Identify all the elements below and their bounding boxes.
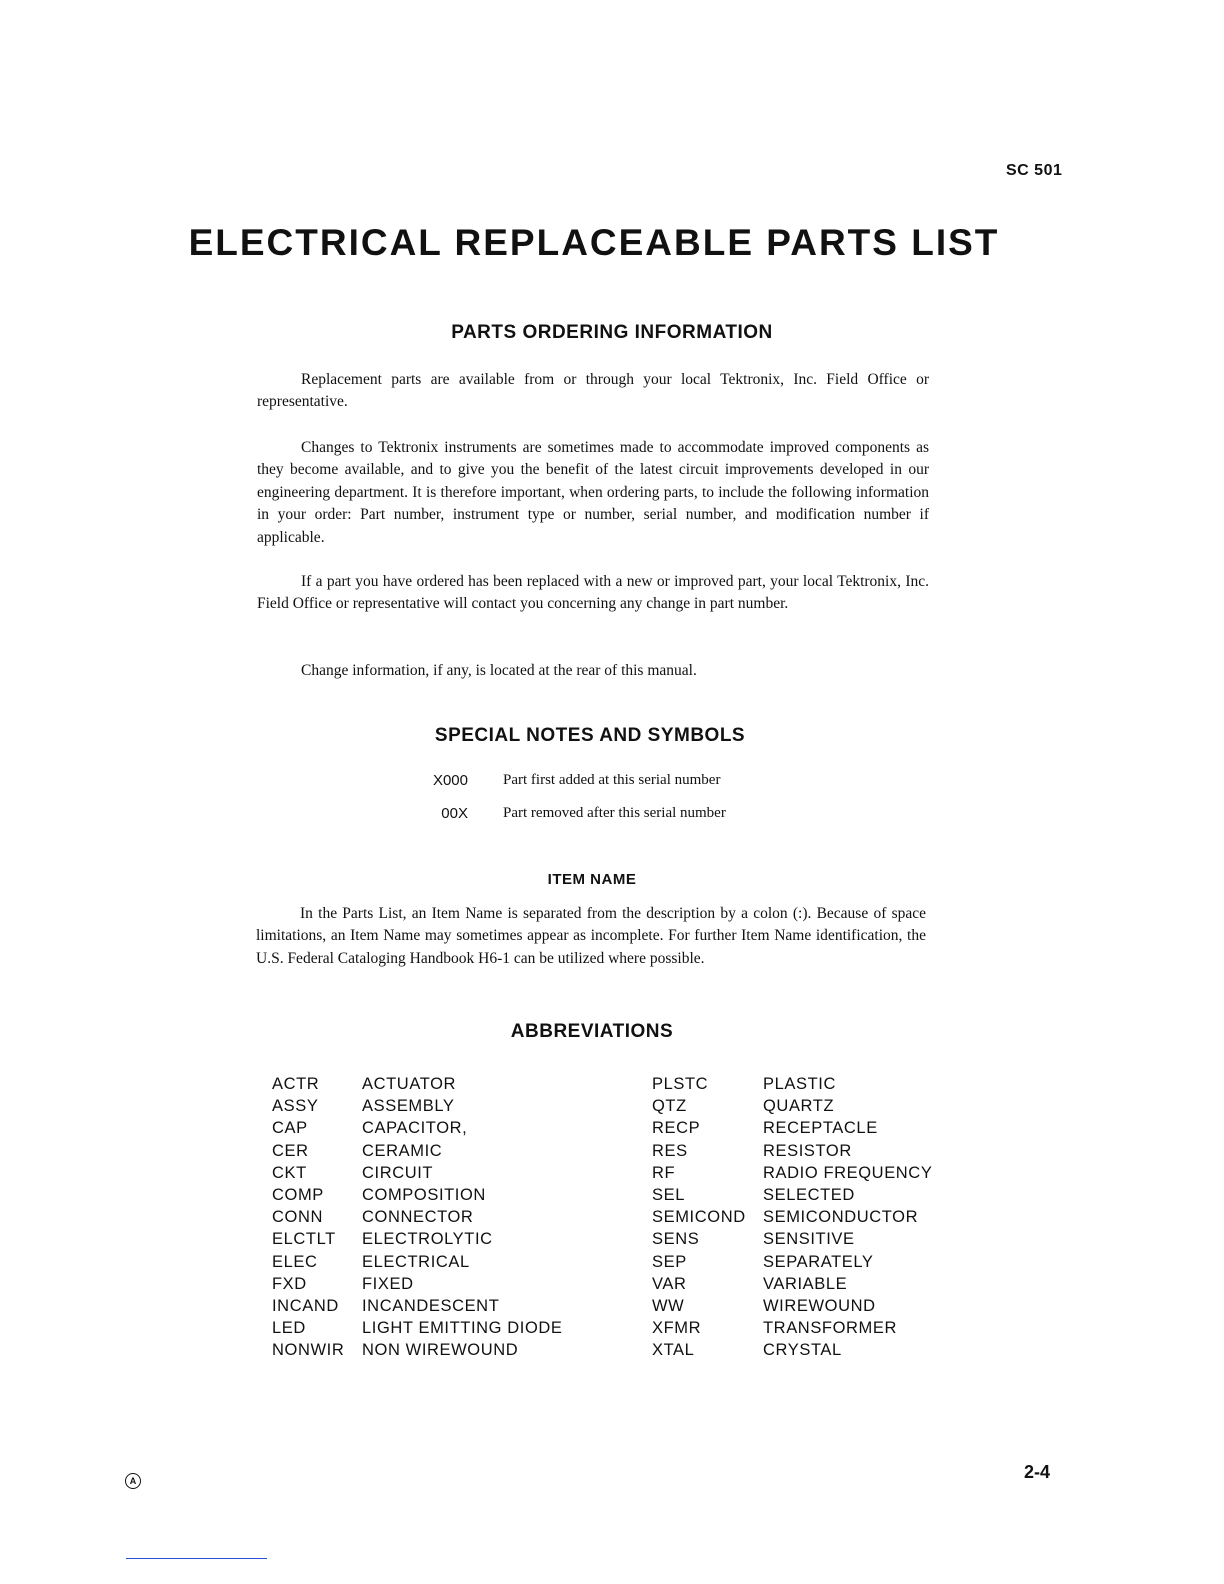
abbreviation: SEP [652,1252,687,1271]
symbol-row [0,772,1224,796]
abbreviation-meaning: RESISTOR [763,1141,852,1160]
abbreviation: CKT [272,1163,307,1182]
revision-mark-icon: A [125,1473,141,1489]
ordering-paragraph-3: If a part you have ordered has been replaced with a new or improved part, your local Tektronix, Inc. Field Office or representative will contact you concerning any change in part number. [257,573,929,613]
abbreviation: LED [272,1319,306,1338]
abbreviation: INCAND [272,1297,339,1315]
abbreviation: PLSTC [652,1075,709,1093]
abbreviation-meaning: LIGHT EMITTING DIODE [362,1319,563,1338]
abbreviation-meaning: COMPOSITION [362,1186,486,1204]
abbreviation-meaning: ELECTROLYTIC [362,1230,493,1249]
abbreviation: CER [272,1141,309,1160]
abbreviation-meaning: INCANDESCENT [362,1297,500,1315]
abbreviation-meaning: ASSEMBLY [362,1097,455,1116]
abbreviations-right-column [652,1075,952,1375]
abbreviation: ELCTLT [272,1230,336,1249]
abbreviation-meaning: VARIABLE [763,1274,848,1293]
abbreviation-meaning: TRANSFORMER [763,1319,898,1338]
abbreviation-meaning: CERAMIC [362,1141,443,1160]
abbreviation: COMP [272,1186,324,1204]
divider [126,1558,267,1559]
ordering-paragraph-1: Replacement parts are available from or through your local Tektronix, Inc. Field Office or representative. [257,371,929,411]
abbreviation: NONWIR [272,1341,345,1360]
abbreviation: ELEC [272,1252,318,1271]
item-name-heading: ITEM NAME [547,871,637,888]
abbreviation-meaning: PLASTIC [763,1075,836,1093]
notes-heading: SPECIAL NOTES AND SYMBOLS [434,725,746,746]
abbreviation: XTAL [652,1341,695,1360]
abbreviation: SEMICOND [652,1208,746,1227]
abbreviation-meaning: WIREWOUND [763,1297,876,1315]
abbreviation: RF [652,1163,676,1182]
ordering-paragraph-4: Change information, if any, is located at the rear of this manual. [301,662,697,679]
abbreviation-meaning: RECEPTACLE [763,1119,878,1138]
abbreviation-meaning: CIRCUIT [362,1163,434,1182]
abbreviation-meaning: ELECTRICAL [362,1252,470,1271]
abbreviation: SEL [652,1186,685,1204]
abbreviation-meaning: CAPACITOR, [362,1119,468,1138]
abbreviation: XFMR [652,1319,702,1338]
abbreviation-meaning: NON WIREWOUND [362,1341,519,1360]
ordering-heading: PARTS ORDERING INFORMATION [451,322,773,343]
symbol-description: Part first added at this serial number [503,772,721,788]
abbreviation-meaning: SEMICONDUCTOR [763,1208,919,1227]
ordering-paragraph-2: Changes to Tektronix instruments are sometimes made to accommodate improved components as they become available, and to give you the benefit of the latest circuit improvements developed in our engineering department. It is therefore important, when ordering parts, to include the following information in your order: Part number, instrument type or number, serial number, and modification number if applicable. [257,439,929,546]
abbreviation: FXD [272,1274,307,1293]
abbreviation: VAR [652,1274,687,1293]
abbreviation-meaning: CRYSTAL [763,1341,842,1360]
abbreviations-left-column [272,1075,632,1375]
page-number: 2-4 [1024,1462,1051,1482]
model-number: SC 501 [1006,162,1063,179]
abbreviation-meaning: SENSITIVE [763,1230,855,1249]
abbreviation-meaning: CONNECTOR [362,1208,474,1227]
abbreviation-meaning: QUARTZ [763,1097,835,1116]
abbreviations-heading: ABBREVIATIONS [510,1021,674,1042]
abbreviation-meaning: FIXED [362,1274,414,1293]
page-title [0,222,1224,264]
abbreviation: CAP [272,1119,308,1138]
symbol-description: Part removed after this serial number [503,805,726,821]
abbreviation: ACTR [272,1075,320,1093]
item-name-paragraph: In the Parts List, an Item Name is separated from the description by a colon (:). Because of space limitations, an Item Name may sometimes appear as incomplete. For further Item Name identification, the U.S. Federal Cataloging Handbook H6-1 can be utilized where possible. [256,905,926,967]
abbreviation-meaning: ACTUATOR [362,1075,457,1093]
abbreviation: CONN [272,1208,323,1227]
page-title-text: ELECTRICAL REPLACEABLE PARTS LIST [188,222,1000,263]
symbol-code: 00X [441,805,468,822]
abbreviation: RES [652,1141,688,1160]
symbol-row [0,805,1224,829]
abbreviation-meaning: SEPARATELY [763,1252,874,1271]
abbreviation: WW [652,1297,685,1315]
abbreviation: QTZ [652,1097,687,1116]
abbreviation: SENS [652,1230,700,1249]
abbreviation: ASSY [272,1097,319,1116]
abbreviation: RECP [652,1119,701,1138]
symbol-code: X000 [432,772,468,789]
abbreviation-meaning: RADIO FREQUENCY [763,1163,933,1182]
abbreviation-meaning: SELECTED [763,1186,855,1204]
